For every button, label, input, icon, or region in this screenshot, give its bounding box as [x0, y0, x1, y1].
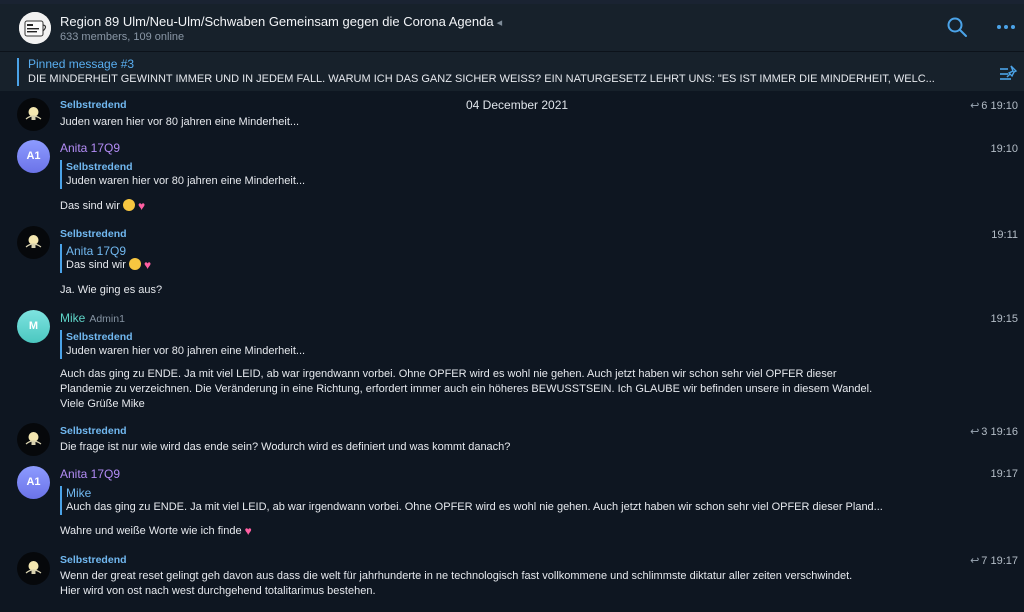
group-title-text: Region 89 Ulm/Neu-Ulm/Schwaben Gemeinsam gegen die Corona Agenda	[60, 14, 494, 29]
more-dots-icon	[995, 18, 1017, 36]
reply-quote[interactable]	[60, 486, 980, 515]
message-text-row	[60, 524, 990, 539]
quote-text: Auch das ging zu ENDE. Ja mit viel LEID, ab war irgendwann vorbei. Ohne OPFER wird es wohl nie gehen. Auch jetzt haben wir schon sehr viel OPFER dieser Pland...	[66, 501, 883, 513]
sparkling-heart-emoji-icon: ♥	[244, 524, 252, 538]
message-text: Juden waren hier vor 80 jahren eine Minderheit...	[60, 116, 300, 128]
quote-sender: Anita 17Q9	[66, 244, 127, 258]
pinned-title: Pinned message #3	[28, 57, 135, 71]
quote-text: Juden waren hier vor 80 jahren eine Minderheit...	[66, 345, 306, 357]
wink-emoji-icon	[129, 258, 141, 270]
avatar[interactable]: A1	[17, 466, 50, 499]
message-text: Das sind wir	[60, 200, 123, 212]
quote-text: Das sind wir	[66, 259, 129, 271]
more-button[interactable]	[995, 18, 1017, 36]
message-time: 19:15	[990, 313, 1018, 325]
lightbulb-avatar-icon	[17, 226, 50, 259]
message-text-row	[60, 199, 990, 214]
avatar[interactable]: M	[17, 310, 50, 343]
message-text-line: Wenn der great reset gelingt geh davon aus dass die welt für jahrhunderte in ne technologisch fast vollkommene und schlimmste diktatur aller zeiten verschwindet.	[60, 570, 853, 582]
group-member-count: 633 members, 109 online	[60, 31, 185, 43]
date-separator: 04 December 2021	[466, 98, 569, 112]
message-sender[interactable]: Anita 17Q9	[60, 141, 121, 155]
message-text-block	[60, 367, 990, 412]
message-text-block	[60, 569, 990, 599]
message-sender[interactable]: Anita 17Q9	[60, 467, 121, 481]
quote-text-row	[66, 258, 980, 273]
message-meta	[970, 99, 1018, 112]
wink-emoji-icon	[123, 199, 135, 211]
reply-arrow-icon[interactable]: ↩	[970, 555, 980, 567]
mute-icon: ◂	[496, 17, 503, 29]
message-text: Wahre und weiße Worte wie ich finde	[60, 525, 245, 537]
message-sender[interactable]: Selbstredend	[60, 425, 127, 437]
quote-sender: Selbstredend	[66, 331, 133, 343]
message-text-line: Viele Grüße Mike	[60, 398, 145, 410]
message-meta	[970, 554, 1018, 567]
reply-arrow-icon[interactable]: ↩	[970, 100, 980, 112]
message-sender[interactable]: Selbstredend	[60, 228, 127, 240]
group-title	[60, 14, 502, 29]
search-button[interactable]	[946, 16, 968, 38]
message-time: 19:10	[990, 143, 1018, 155]
message-sender[interactable]: Mike	[60, 311, 86, 325]
quote-sender: Mike	[66, 486, 92, 500]
reply-quote[interactable]	[60, 244, 980, 273]
message-meta	[970, 425, 1018, 438]
search-icon	[946, 16, 968, 38]
message-text-line: Auch das ging zu ENDE. Ja mit viel LEID, ab war irgendwann vorbei. Ohne OPFER wird es wohl nie gehen. Auch jetzt haben wir schon sehr viel OPFER dieser	[60, 368, 837, 380]
message-sender[interactable]: Selbstredend	[60, 99, 127, 111]
message-list[interactable]	[0, 91, 1024, 612]
reply-count[interactable]: 3	[981, 426, 988, 438]
message-time: 19:17	[990, 468, 1018, 480]
admin-badge: Admin1	[89, 313, 125, 325]
message-sender[interactable]: Selbstredend	[60, 554, 127, 566]
message-text-line: Hier wird von ost nach west durchgehend totalitarimus bestehen.	[60, 585, 376, 597]
chat-header	[0, 4, 1024, 51]
reply-arrow-icon[interactable]: ↩	[970, 426, 980, 438]
pinned-indicator	[17, 58, 19, 86]
lightbulb-avatar-icon	[17, 423, 50, 456]
group-avatar-image	[19, 12, 51, 44]
pinned-message-bar[interactable]	[0, 51, 1024, 91]
message-time: 19:11	[991, 229, 1018, 241]
message-time: 19:17	[990, 555, 1018, 567]
message-text-line: Plandemie zu verzeichnen. Die Veränderung in eine Richtung, erfordert immer auch ein höheres BEWUSSTSEIN. Ich GLAUBE wir befinden unsere in diesem Wandel.	[60, 383, 873, 395]
quote-sender: Selbstredend	[66, 161, 133, 173]
avatar[interactable]: A1	[17, 140, 50, 173]
message-text: Die frage ist nur wie wird das ende sein? Wodurch wird es definiert und was kommt danach?	[60, 441, 511, 453]
avatar[interactable]	[17, 98, 50, 131]
sparkling-heart-emoji-icon: ♥	[138, 199, 146, 213]
reply-count[interactable]: 7	[981, 555, 988, 567]
group-avatar[interactable]	[19, 12, 51, 44]
message-time: 19:16	[990, 426, 1018, 438]
pinned-list-button[interactable]	[999, 64, 1019, 82]
avatar[interactable]	[17, 226, 50, 259]
lightbulb-avatar-icon	[17, 552, 50, 585]
pinned-text: DIE MINDERHEIT GEWINNT IMMER UND IN JEDEM FALL. WARUM ICH DAS GANZ SICHER WEISS? EIN NATURGESETZ LEHRT UNS: "ES IST IMMER DIE MINDERHEIT, WELC...	[28, 73, 935, 85]
avatar[interactable]	[17, 552, 50, 585]
lightbulb-avatar-icon	[17, 98, 50, 131]
reply-quote[interactable]	[60, 160, 980, 189]
sparkling-heart-emoji-icon: ♥	[144, 258, 152, 272]
reply-count[interactable]: 6	[981, 100, 988, 112]
message-sender-row	[60, 311, 125, 325]
reply-quote[interactable]	[60, 330, 980, 359]
pinned-list-icon	[999, 64, 1019, 82]
message-text: Ja. Wie ging es aus?	[60, 284, 163, 296]
message-time: 19:10	[990, 100, 1018, 112]
quote-text: Juden waren hier vor 80 jahren eine Minderheit...	[66, 175, 306, 187]
avatar[interactable]	[17, 423, 50, 456]
